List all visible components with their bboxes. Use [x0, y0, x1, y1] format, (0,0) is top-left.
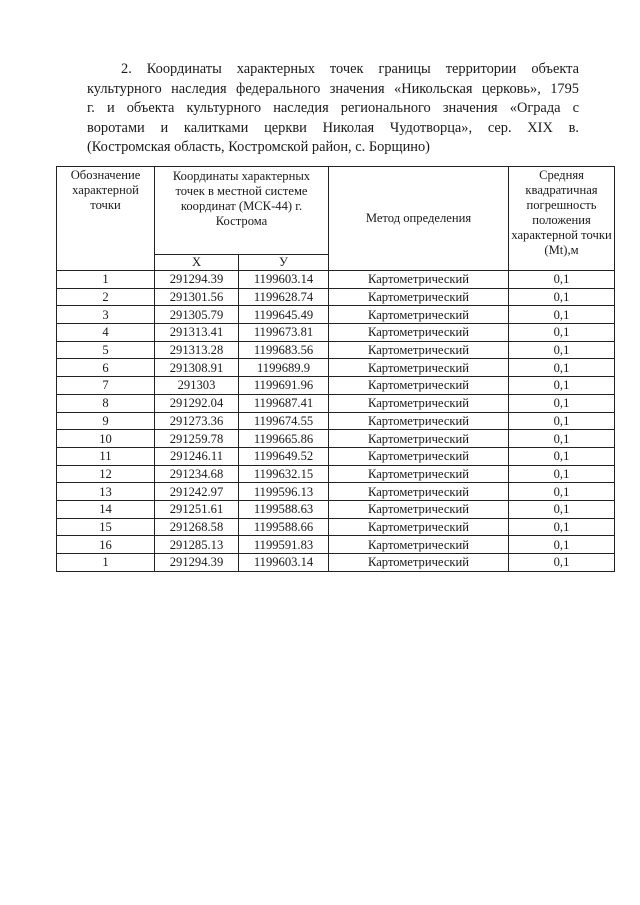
- cell-y: 1199674.55: [239, 412, 329, 430]
- cell-x: 291273.36: [155, 412, 239, 430]
- table-row: [57, 536, 615, 554]
- cell-y: 1199691.96: [239, 377, 329, 395]
- cell-error: 0,1: [509, 377, 615, 395]
- cell-y: 1199649.52: [239, 447, 329, 465]
- cell-error: 0,1: [509, 341, 615, 359]
- cell-error: 0,1: [509, 536, 615, 554]
- cell-method: Картометрический: [329, 536, 509, 554]
- cell-point: 3: [57, 306, 155, 324]
- heading-line: культурного наследия федерального значения «Никольская церковь», 1795: [87, 80, 579, 97]
- cell-x: 291259.78: [155, 430, 239, 448]
- cell-point: 15: [57, 518, 155, 536]
- cell-point: 10: [57, 430, 155, 448]
- heading-line: воротами и калитками церкви Николая Чудотворца», сер. XIX в.: [87, 119, 579, 136]
- cell-error: 0,1: [509, 288, 615, 306]
- cell-error: 0,1: [509, 518, 615, 536]
- cell-method: Картометрический: [329, 306, 509, 324]
- cell-error: 0,1: [509, 271, 615, 289]
- cell-error: 0,1: [509, 306, 615, 324]
- cell-method: Картометрический: [329, 377, 509, 395]
- table-row: [57, 554, 615, 572]
- table-row: [57, 341, 615, 359]
- cell-x: 291301.56: [155, 288, 239, 306]
- cell-y: 1199645.49: [239, 306, 329, 324]
- cell-error: 0,1: [509, 359, 615, 377]
- cell-x: 291246.11: [155, 447, 239, 465]
- cell-y: 1199588.66: [239, 518, 329, 536]
- header-x: Х: [155, 255, 239, 271]
- cell-point: 1: [57, 271, 155, 289]
- cell-x: 291251.61: [155, 500, 239, 518]
- cell-y: 1199632.15: [239, 465, 329, 483]
- cell-point: 12: [57, 465, 155, 483]
- cell-method: Картометрический: [329, 341, 509, 359]
- cell-point: 11: [57, 447, 155, 465]
- cell-y: 1199596.13: [239, 483, 329, 501]
- cell-method: Картометрический: [329, 430, 509, 448]
- section-heading: [87, 60, 579, 158]
- cell-x: 291234.68: [155, 465, 239, 483]
- header-method: Метод определения: [329, 167, 509, 271]
- heading-line: 2. Координаты характерных точек границы территории объекта: [121, 61, 579, 77]
- table-row: [57, 518, 615, 536]
- cell-y: 1199665.86: [239, 430, 329, 448]
- cell-point: 16: [57, 536, 155, 554]
- table-row: [57, 483, 615, 501]
- cell-x: 291294.39: [155, 554, 239, 572]
- cell-error: 0,1: [509, 447, 615, 465]
- cell-x: 291313.41: [155, 324, 239, 342]
- cell-method: Картометрический: [329, 500, 509, 518]
- cell-x: 291303: [155, 377, 239, 395]
- cell-x: 291305.79: [155, 306, 239, 324]
- cell-point: 1: [57, 554, 155, 572]
- cell-error: 0,1: [509, 554, 615, 572]
- cell-y: 1199591.83: [239, 536, 329, 554]
- cell-method: Картометрический: [329, 394, 509, 412]
- cell-x: 291285.13: [155, 536, 239, 554]
- cell-point: 13: [57, 483, 155, 501]
- cell-point: 6: [57, 359, 155, 377]
- cell-x: 291294.39: [155, 271, 239, 289]
- cell-method: Картометрический: [329, 483, 509, 501]
- cell-method: Картометрический: [329, 271, 509, 289]
- cell-y: 1199673.81: [239, 324, 329, 342]
- header-point: Обозначение характерной точки: [57, 167, 155, 271]
- cell-error: 0,1: [509, 412, 615, 430]
- cell-point: 9: [57, 412, 155, 430]
- cell-point: 5: [57, 341, 155, 359]
- heading-line: (Костромская область, Костромской район, с. Борщино): [87, 139, 430, 155]
- cell-error: 0,1: [509, 324, 615, 342]
- table-row: [57, 288, 615, 306]
- header-coords: Координаты характерных точек в местной системе координат (МСК-44) г. Кострома: [155, 167, 329, 255]
- table-row: [57, 324, 615, 342]
- cell-y: 1199687.41: [239, 394, 329, 412]
- table-row: [57, 465, 615, 483]
- table-row: [57, 447, 615, 465]
- table-row: [57, 500, 615, 518]
- cell-method: Картометрический: [329, 288, 509, 306]
- cell-method: Картометрический: [329, 465, 509, 483]
- table-row: [57, 412, 615, 430]
- header-y: У: [239, 255, 329, 271]
- heading-line: г. и объекта культурного наследия регионального значения «Ограда с: [87, 100, 579, 116]
- cell-point: 7: [57, 377, 155, 395]
- header-error: Средняя квадратичная погрешность положения характерной точки (Mt),м: [509, 167, 615, 271]
- cell-y: 1199603.14: [239, 271, 329, 289]
- cell-point: 14: [57, 500, 155, 518]
- table-row: [57, 377, 615, 395]
- cell-x: 291242.97: [155, 483, 239, 501]
- cell-error: 0,1: [509, 465, 615, 483]
- cell-method: Картометрический: [329, 412, 509, 430]
- cell-x: 291292.04: [155, 394, 239, 412]
- cell-point: 2: [57, 288, 155, 306]
- cell-point: 8: [57, 394, 155, 412]
- cell-error: 0,1: [509, 483, 615, 501]
- cell-y: 1199689.9: [239, 359, 329, 377]
- cell-y: 1199588.63: [239, 500, 329, 518]
- cell-method: Картометрический: [329, 324, 509, 342]
- cell-x: 291313.28: [155, 341, 239, 359]
- cell-point: 4: [57, 324, 155, 342]
- table-row: [57, 430, 615, 448]
- cell-x: 291268.58: [155, 518, 239, 536]
- cell-y: 1199603.14: [239, 554, 329, 572]
- coordinates-table: [56, 166, 615, 572]
- cell-y: 1199628.74: [239, 288, 329, 306]
- cell-method: Картометрический: [329, 447, 509, 465]
- cell-method: Картометрический: [329, 359, 509, 377]
- cell-y: 1199683.56: [239, 341, 329, 359]
- table-row: [57, 359, 615, 377]
- cell-method: Картометрический: [329, 554, 509, 572]
- cell-x: 291308.91: [155, 359, 239, 377]
- cell-error: 0,1: [509, 394, 615, 412]
- table-row: [57, 271, 615, 289]
- cell-method: Картометрический: [329, 518, 509, 536]
- cell-error: 0,1: [509, 430, 615, 448]
- table-row: [57, 306, 615, 324]
- cell-error: 0,1: [509, 500, 615, 518]
- table-row: [57, 394, 615, 412]
